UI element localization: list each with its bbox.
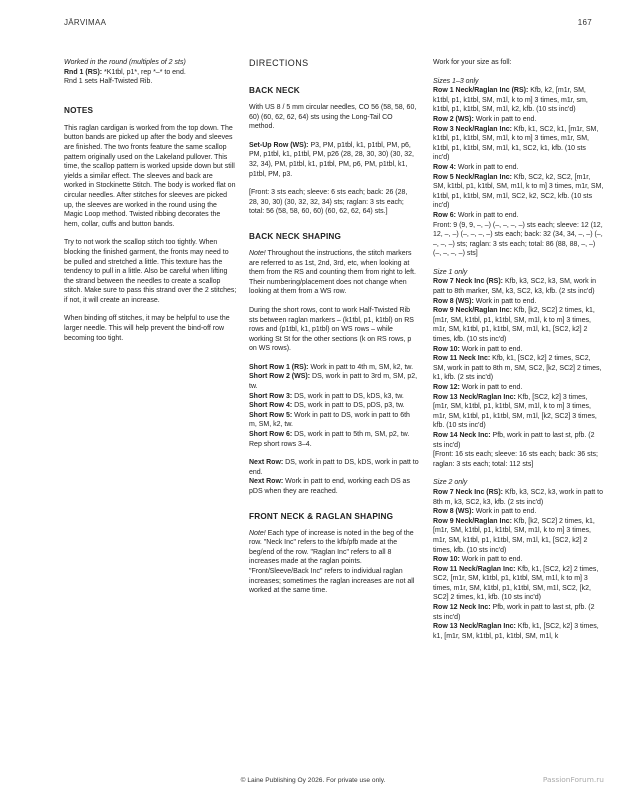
row-item	[433, 603, 604, 622]
front-neck-note	[249, 529, 419, 596]
watermark: PassionForum.ru	[542, 775, 604, 784]
shaping-paragraph-2: During the short rows, cont to work Half-Twisted Rib sts between raglan markers – (k1tbl, p1, k1tbl) on RS rows and (p1tbl, k1, p1tbl) on WS rows – while working St St for the other sections (k on RS rows, p on WS rows).	[249, 306, 414, 353]
size-1-heading: Size 1 only	[433, 268, 468, 276]
running-title: JÄRVIMAA	[64, 18, 107, 27]
back-neck-counts: [Front: 3 sts each; sleeve: 6 sts each; back: 26 (28, 28, 30, 30) (30, 32, 32, 34) sts; raglan: 3 sts each; total: 56 (58, 58, 60, 60) (60, 62, 62, 64) sts.]	[249, 189, 408, 216]
next-row-2	[249, 477, 419, 496]
directions-heading: DIRECTIONS	[249, 58, 309, 68]
page-header	[64, 18, 592, 30]
row-label: Short Row 2 (WS):	[249, 373, 311, 381]
row-text: DS, work in patt to DS, kDS, k3, tw.	[292, 392, 404, 400]
row-label: Row 6:	[433, 211, 456, 219]
row-text: Work in patt to end.	[459, 345, 523, 353]
worked-title: Worked in the round (multiples of 2 sts)	[64, 59, 186, 66]
row-text: Work in patt to end.	[473, 115, 537, 123]
row-text: DS, work in patt to DS, kDS, work in patt to end.	[249, 459, 419, 476]
row-item	[433, 211, 604, 221]
column-right	[433, 58, 604, 641]
note-label: Note!	[249, 529, 266, 537]
sizes-1-3-heading: Sizes 1–3 only	[433, 77, 479, 85]
row-label: Row 12:	[433, 384, 460, 391]
note-label: Note!	[249, 249, 266, 257]
row-item	[433, 354, 604, 383]
row-item	[433, 622, 604, 641]
note-text: Throughout the instructions, the stitch markers are referred to as 1st, 2nd, 3rd, etc, when looking at them from the RS and counting them from right to left. Their numbering/placement does not change when looking at them from a WS row.	[249, 249, 416, 296]
row-item	[433, 277, 604, 296]
row-text: Pfb, work in patt to last st, pfb. (2 sts inc'd)	[433, 431, 595, 449]
row-label: Short Row 5:	[249, 411, 293, 419]
shaping-note	[249, 249, 419, 297]
row-label: Row 7 Neck Inc (RS):	[433, 278, 504, 286]
row-text: Kfb, [k2, SC2] 2 times, k1, [m1r, SM, k1tbl, p1, k1tbl, SM, m1l, k to m] 3 times, m1r, SM, k1tbl, p1, k1tbl, SM, m1l, k1, [SC2, k2] 2 times, kfb. (10 sts inc'd)	[433, 517, 595, 554]
row-item	[433, 163, 604, 173]
short-row-4	[249, 401, 419, 411]
row-item	[433, 306, 604, 344]
row-label: Row 9 Neck/Raglan Inc:	[433, 307, 512, 315]
row-label: Short Row 1 (RS):	[249, 363, 309, 371]
next-row-1	[249, 458, 419, 477]
row-item	[433, 507, 604, 517]
notes-paragraph-2: Try to not work the scallop stitch too tightly. When blocking the finished garment, the fronts may need to be pulled and stretched a little. This texture has the tendency to pull in a little. Also be careful when lifting the strand between the needles to create a scallop stitch. Make sure to pass this strand over the 2 stitches; if not, it will create an increase.	[64, 239, 237, 304]
repeat-short-rows: Rep short rows 3–4.	[249, 440, 312, 448]
row-label: Row 11 Neck/Raglan Inc:	[433, 565, 516, 573]
back-neck-heading: BACK NECK	[249, 86, 300, 95]
row-item	[433, 488, 604, 507]
row-label: Row 5 Neck/Raglan Inc:	[433, 173, 512, 181]
row-item	[433, 383, 604, 393]
row-text: Kfb, [k2, SC2] 2 times, k1, [m1r, SM, k1tbl, p1, k1tbl, SM, m1l, k to m] 3 times, m1r, SM, k1tbl, p1, k1tbl, SM, m1l, k1, [SC2, k2] 2 times, kfb. (10 sts inc'd)	[433, 307, 595, 344]
row-label: Row 13 Neck/Raglan Inc:	[433, 393, 516, 401]
row-text: Pfb, work in patt to last st, pfb. (2 sts inc'd)	[433, 604, 595, 621]
row-text: DS, work in patt to 5th m, SM, p2, tw.	[292, 431, 410, 439]
row-label: Row 1 Neck/Raglan Inc (RS):	[433, 87, 529, 95]
row-item	[433, 431, 604, 450]
row-label: Short Row 4:	[249, 402, 293, 410]
row-item	[433, 297, 604, 307]
row-text: Kfb, k1, [SC2, k2] 2 times, SC2, SM, work in patt to 8th m, SM, SC2, [k2, SC2] 2 times, k1, kfb. (2 sts inc'd)	[433, 355, 602, 382]
front-neck-raglan-heading: FRONT NECK & RAGLAN SHAPING	[249, 511, 394, 521]
copyright-footer: © Laine Publishing Oy 2026. For private use only.	[240, 777, 386, 784]
worked-rnd-1	[64, 68, 237, 78]
row-text: Work in patt to end.	[455, 163, 519, 171]
size-intro: Work for your size as foll:	[433, 59, 512, 66]
row-text: *K1tbl, p1*, rep *–* to end.	[102, 68, 186, 76]
row-label: Next Row:	[249, 478, 284, 486]
row-text: Work in patt to end.	[473, 508, 537, 516]
row-label: Short Row 6:	[249, 431, 293, 439]
row-item	[433, 555, 604, 565]
worked-rnd-note: Rnd 1 sets Half-Twisted Rib.	[64, 78, 153, 86]
row-label: Row 7 Neck Inc (RS):	[433, 488, 504, 496]
notes-heading: NOTES	[64, 105, 94, 115]
row-item	[433, 565, 604, 603]
row-label: Row 3 Neck/Raglan Inc:	[433, 125, 512, 133]
row-label: Row 4:	[433, 163, 456, 171]
column-middle	[249, 58, 419, 596]
row-text: Kfb, k3, SC2, k3, work in patt to 8th m, k3, SC2, k3, kfb. (2 sts inc'd)	[433, 488, 604, 506]
row-label: Row 10:	[433, 556, 460, 564]
row-item	[433, 115, 604, 125]
row-item	[433, 517, 604, 555]
row-text: Kfb, SC2, k2, SC2, [m1r, SM, k1tbl, p1, k1tbl, SM, m1l, k to m] 3 times, m1r, SM, k1tbl, p1, k1tbl, SM, m1l, SC2, k2, SC2, kfb. (10 sts inc'd)	[433, 173, 604, 210]
row-text: Work in patt to DS, work in patt to 6th m, SM, k2, tw.	[249, 411, 410, 429]
row-text: DS, work in patt to 3rd m, SM, p2, tw.	[249, 373, 418, 391]
row-label: Row 13 Neck/Raglan Inc:	[433, 623, 516, 631]
page-number: 167	[577, 18, 592, 27]
row-item	[433, 173, 604, 211]
row-label: Rnd 1 (RS):	[64, 68, 103, 76]
row-text: DS, work in patt to DS, pDS, p3, tw.	[292, 402, 405, 410]
row-label: Row 12 Neck Inc:	[433, 604, 491, 612]
row-label: Short Row 3:	[249, 392, 293, 400]
notes-paragraph-3: When binding off stitches, it may be helpful to use the larger needle. This will help prevent the bind-off row becoming too tight.	[64, 315, 230, 342]
setup-row	[249, 141, 419, 179]
back-neck-cast-on: With US 8 / 5 mm circular needles, CO 56 (58, 58, 60, 60) (60, 62, 62, 64) sts using the Long-Tail CO method.	[249, 104, 417, 131]
row-text: Work in patt to end.	[473, 297, 537, 305]
back-neck-shaping-heading: BACK NECK SHAPING	[249, 231, 342, 241]
row-item	[433, 125, 604, 163]
size-1-counts: [Front: 16 sts each; sleeve: 16 sts each; back: 36 sts; raglan: 3 sts each; total: 112 sts]	[433, 451, 598, 468]
short-row-3	[249, 392, 419, 402]
row-text: Kfb, [SC2, k2] 3 times, [m1r, SM, k1tbl, p1, k1tbl, SM, m1l, k to m] 3 times, m1r, SM, k1tbl, p1, k1tbl, SM, m1l, [k2, SC2] 3 times, kfb. (10 sts inc'd)	[433, 393, 597, 430]
row-label: Set-Up Row (WS):	[249, 141, 309, 149]
row-text: Kfb, k3, SC2, k3, SM, work in patt to 8th marker, SM, k3, SC2, k3, kfb. (2 sts inc'd)	[433, 278, 596, 296]
row-text: Kfb, k2, [m1r, SM, k1tbl, p1, k1tbl, SM, m1l, k to m] 3 times, m1r, sm, k1tbl, p1, k1tbl, SM, m1l, k2, kfb. (10 sts inc'd)	[433, 87, 588, 114]
row-label: Row 8 (WS):	[433, 508, 474, 516]
column-left	[64, 58, 237, 343]
row-text: Work in patt to end.	[459, 556, 523, 564]
row-text: P3, PM, p1tbl, k1, p1tbl, PM, p6, PM, p1tbl, k1, p1tbl, PM, p26 (28, 28, 30, 30) (30, 32, 32, 34), PM, p1tbl, k1, p1tbl, PM, p6, PM, p1tbl, k1, p1tbl, PM, p3.	[249, 141, 414, 178]
row-text: Kfb, k1, SC2, k1, [m1r, SM, k1tbl, p1, k1tbl, SM, m1l, k to m] 3 times, m1r, SM, k1tbl, p1, k1tbl, SM, m1l, k1, SC2, k1, kfb. (10 sts inc'd)	[433, 125, 599, 162]
row-label: Row 8 (WS):	[433, 297, 474, 305]
row-label: Row 14 Neck Inc:	[433, 431, 491, 439]
row-text: Kfb, k1, [SC2, k2] 2 times, SC2, [m1r, SM, k1tbl, p1, k1tbl, SM, m1l, k to m] 3 times, m1r, SM, k1tbl, p1, k1tbl, SM, m1l, SC2, [k2, SC2] 2 times, k1, kfb. (10 sts inc'd)	[433, 565, 599, 602]
row-label: Next Row:	[249, 459, 284, 467]
row-text: Work in patt to end.	[455, 211, 519, 219]
note-text: Each type of increase is noted in the beg of the row. "Neck Inc" refers to the kfb/pfb made at the beg/end of the row. "Raglan Inc" refers to all 8 increases made at the raglan points. "Front/Sleeve/Back Inc" refers to individual raglan increases; sometimes the raglan increases are not all worked at the same time.	[249, 529, 415, 595]
row-item	[433, 86, 604, 115]
short-row-2	[249, 372, 419, 391]
notes-paragraph-1: This raglan cardigan is worked from the top down. The button bands are picked up after the body and sleeves are finished. The two fronts feature the same scallop pattern originally used on the Lakeland pullover. This time, the scallop pattern is worked upside down but still yields a similar effect. The sleeves and back are worked in Stockinette Stitch. The body is worked flat on circular needles. After stitches for sleeves are picked up, the sleeves are worked in the round using the Magic Loop method. Twisted ribbing decorates the hem, collar, cuffs and button bands.	[64, 124, 236, 228]
row-label: Row 9 Neck/Raglan Inc:	[433, 517, 512, 525]
row-text: Work in patt to end.	[459, 384, 523, 391]
short-row-5	[249, 411, 419, 430]
row-item	[433, 393, 604, 431]
size-2-heading: Size 2 only	[433, 479, 468, 487]
short-row-1	[249, 363, 419, 373]
row-item	[433, 345, 604, 355]
row-text: Kfb, k1, [SC2, k2] 3 times, k1, [m1r, SM, k1tbl, p1, k1tbl, SM, m1l, k	[433, 623, 599, 640]
sizes-1-3-counts: Front: 9 (9, 9, –, –) (–, –, –, –) sts each; sleeve: 12 (12, 12, –, –) (–, –, –, –) sts each; back: 32 (34, 34, –, –) (–, –, –, –) sts; raglan: 3 sts each; total: 86 (88, 88, –, –) (–, –, –, –) sts]	[433, 221, 603, 258]
row-text: Work in patt to 4th m, SM, k2, tw.	[308, 363, 414, 371]
short-row-6	[249, 430, 419, 440]
row-label: Row 11 Neck Inc:	[433, 355, 491, 363]
row-label: Row 2 (WS):	[433, 115, 474, 123]
row-label: Row 10:	[433, 345, 460, 353]
row-text: Work in patt to end, working each DS as pDS when they are reached.	[249, 478, 410, 495]
